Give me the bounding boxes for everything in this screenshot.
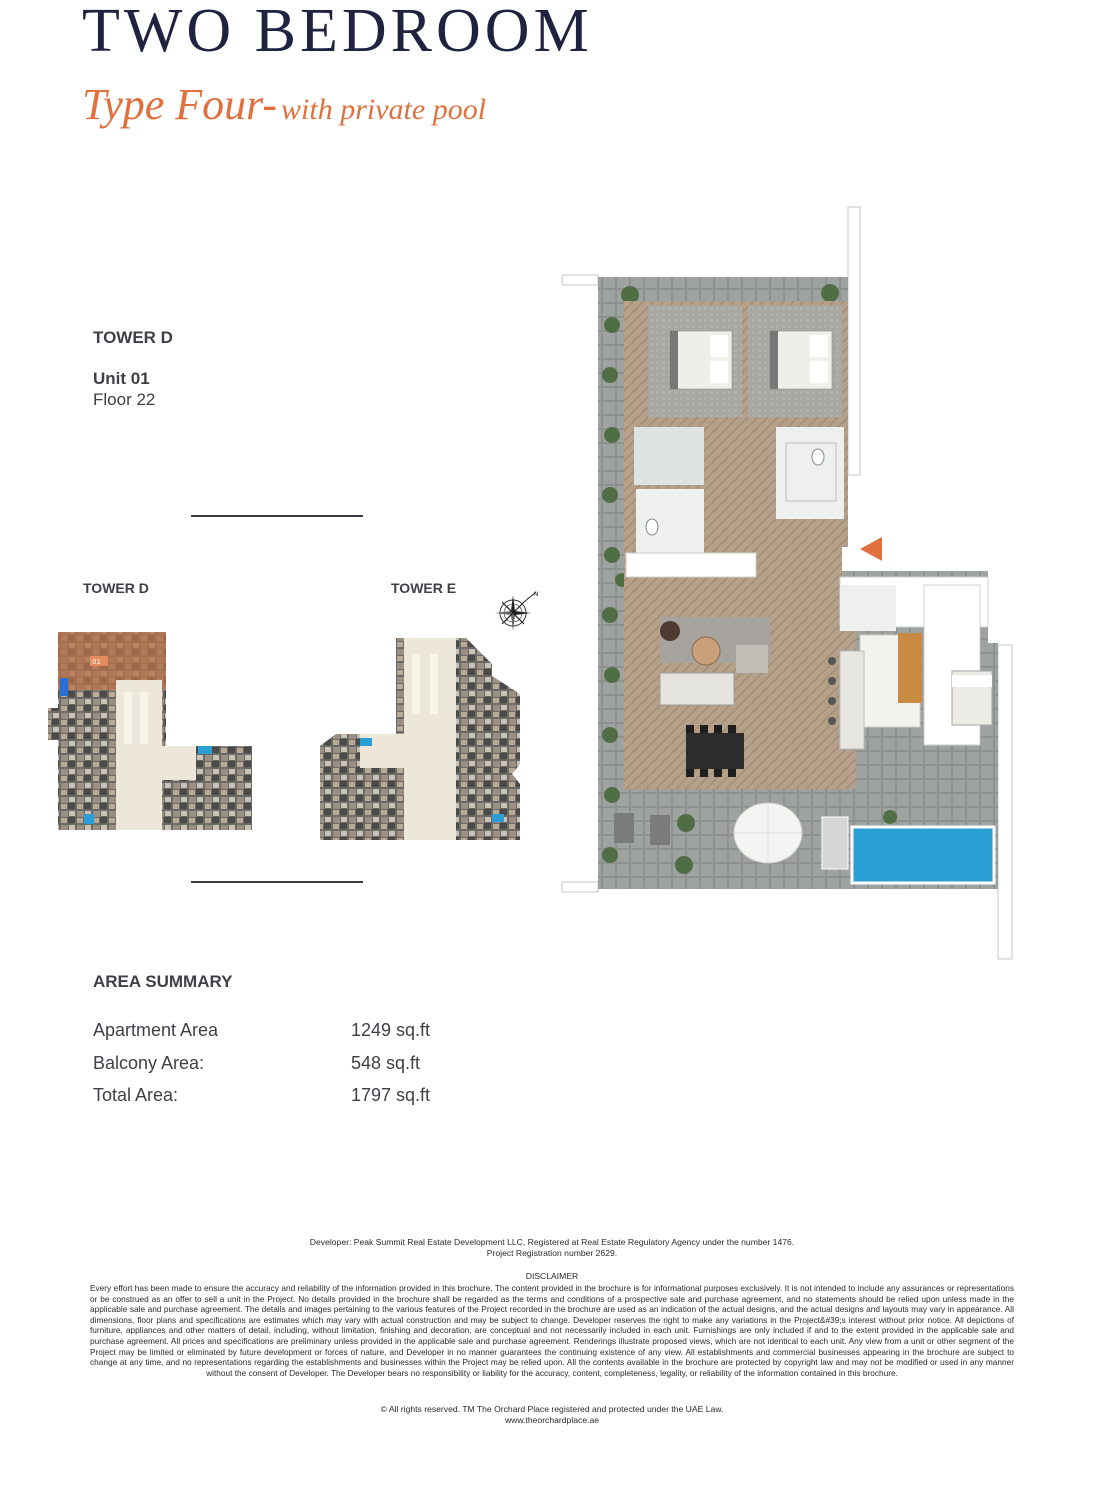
subtitle-type: Type Four-	[82, 80, 278, 129]
registration-line: Project Registration number 2629.	[486, 1248, 618, 1258]
area-label: Apartment Area	[93, 1020, 219, 1040]
area-value: 1249 sq.ft	[351, 1020, 431, 1040]
page-subtitle	[82, 80, 486, 140]
divider-bottom	[191, 881, 363, 883]
tower-d-keyplan	[44, 628, 256, 834]
disclaimer-body: Every effort has been made to ensure the accuracy and reliability of the information provided in this brochure. The content provided in the brochure is for informational purposes exclusively. It is not intended to include any assurances or representations or be construed as an offer to sell a unit in the Project. No details provided in the brochure shall be regarded as the terms and conditions of a prospective sale and purchase agreement, and no statements should be relied upon unless made in the applicable sale and purchase agreement. The details and images pertaining to the various features of the Project recorded in the brochure are used as an indication of the actual designs, and the actual designs and layouts may vary in appearance. All dimensions, floor plans and specifications are estimates which may vary with actual construction and may be subject to change. Developer reserves the right to make any variations in the Project&#39;s interest without prior notice. All depictions of furniture, appliances and other matters of detail, including, without limitation, finishing and decoration, are conceptual and not necessarily included in each unit. Furnishings are only included if and to the extent provided in the applicable sale and purchase agreement. All prices and specifications are preliminary unless provided in the applicable sale and purchase agreement. Renderings illustrate proposed views, which are not identical to each unit. Any view from a unit or other segment of the Project may be limited or eliminated by future development or forces of nature, and Developer in no manner guarantees the continuing existence of any view. All establishments and commercial businesses appearing in the brochure are subject to change at any time, and no representations regarding the establishments and businesses within the Project may be relied upon. All the contents available in the brochure are protected by copyright law and may not be modified or used in any manner without the consent of Developer. The Developer bears no responsibility or liability for the accuracy, content, completeness, legality, or reliability of the information contained in this brochure.	[90, 1283, 1014, 1378]
private-pool	[852, 827, 994, 883]
entrance-arrow-icon	[860, 537, 882, 561]
divider-top	[191, 515, 363, 517]
tower-e-keyplan	[316, 634, 524, 842]
area-label: Total Area:	[93, 1085, 179, 1105]
disclaimer-title: DISCLAIMER	[525, 1271, 579, 1281]
floor-number: Floor 22	[93, 390, 156, 409]
area-value: 548 sq.ft	[351, 1053, 421, 1073]
keyplan-tower-e-label: TOWER E	[391, 580, 457, 596]
compass-icon	[490, 588, 540, 638]
subtitle-pool: with private pool	[281, 93, 487, 126]
unit-number: Unit 01	[93, 369, 150, 388]
area-summary-heading: AREA SUMMARY	[93, 972, 233, 991]
rights-line: © All rights reserved. TM The Orchard Place registered and protected under the UAE Law.	[380, 1404, 724, 1414]
keyplan-unit-marker: 01	[92, 658, 101, 666]
floor-plan	[560, 205, 1020, 965]
developer-line: Developer: Peak Summit Real Estate Development LLC, Registered at Real Estate Regulatory Agency under the number 1476.	[309, 1237, 795, 1247]
area-value: 1797 sq.ft	[351, 1085, 431, 1105]
area-label: Balcony Area:	[93, 1053, 205, 1073]
keyplan-tower-d-label: TOWER D	[83, 580, 149, 596]
svg-text:N: N	[534, 591, 539, 598]
page-title: TWO BEDROOM	[82, 0, 593, 65]
website-link[interactable]: www.theorchardplace.ae	[504, 1415, 600, 1425]
tower-heading: TOWER D	[93, 328, 173, 347]
